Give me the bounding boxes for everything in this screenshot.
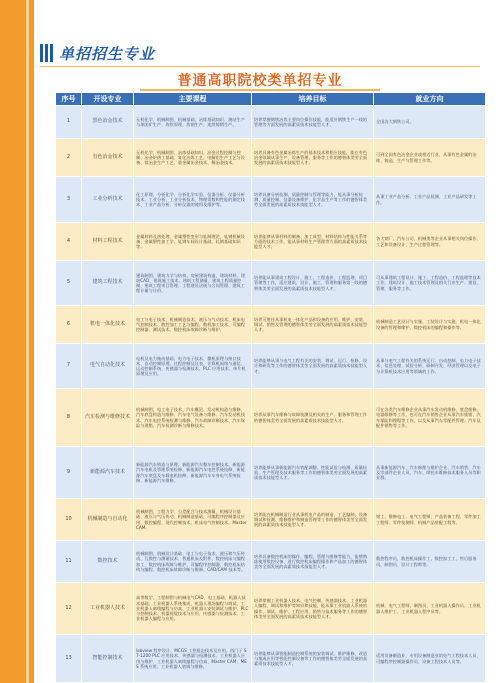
row-number: 2 [56, 139, 82, 177]
goal-cell: 培养能够从事智能制造控制系统的安装调试、维护维修，改造与集成应用等智能控制设备等工作的德智体美劳全面发展的高素质技术技能型人才。 [252, 635, 374, 683]
table-row [56, 106, 486, 139]
table-row [56, 635, 486, 683]
career-cell: 机械、电气工程师、制图员、工业机器人操作员、工业机器人维护工、工业机器人程序员等。 [374, 583, 486, 635]
header-divider [40, 66, 480, 67]
table-row [56, 499, 486, 541]
goal-cell: 培养能够从事材料的制备、加工成型、材料结构与性能关系等方面的技术工作，能从事材料生产管理等方面的高素质技术技能型人才。 [252, 223, 374, 261]
section-title: 单招招生专业 [59, 44, 156, 63]
courses-cell: 电机及电力拖动基础、电力电子技术、微机原理与接口技术、自动控制原理、过程控制及仪表、计算机网络与通信、运动控制系统、传感器与检测技术、PLC 应用技术、单片机原理及应用。 [134, 344, 252, 389]
major-name: 有色冶金技术 [82, 139, 134, 177]
goal-cell: 培养具备数控机床的操作、编程、管理与维修等能力，能够熟练使用数控设备、进行数控机床编程操作和产品加工的德智体美劳全面发展的高素质技术技能型人才。 [252, 541, 374, 583]
row-number: 6 [56, 306, 82, 344]
courses-cell: 金属材料及热处理、金属塑性变形与轧制理论、轧钢机械设备、金属塑性加工学、轧钢车间设计基础、轧钢基础知识等。 [134, 223, 252, 261]
table-row [56, 389, 486, 447]
col-header-major: 开设专业 [82, 93, 134, 106]
career-cell: 可从事建筑工程设计、施工、工程造价、工程监理等技术工作，建筑设计、施工技术管理及相关行业生产、建设、管理、服务等工作。 [374, 261, 486, 306]
table-row [56, 583, 486, 635]
col-header-courses: 主要课程 [134, 93, 252, 106]
goal-cell: 培养能够从事新能源汽车装配调整、性能试验与检测、质量检验、生产管理及技术服务等工作的德智体美劳全面发展的高素质技术技能型人才。 [252, 447, 374, 499]
row-number: 9 [56, 447, 82, 499]
major-name: 电气自动化技术 [82, 344, 134, 389]
career-cell: 钳工、维修电工、电气工程师，产品装备工程、零件加工工程师、零件检测师、机械产品装配工程等。 [374, 499, 486, 541]
row-number: 1 [56, 106, 82, 139]
courses-cell: 机械制图、机械设计基础、电工与电子技术、液压和气压传动、互换性与测量技术、普通机床及附件、数控机床与编程加工、数控机床故障与维护、可编程序控制器、数控机床结构与编程、数控机床故障诊断与维修、CAD/CAM 技术等。 [134, 541, 252, 583]
courses-cell: labview 程序设计、MCGS 工控组态技术及应用、西门子 S7-1200 PLC 应用技术、传感器与检测技术、工业机器人应用与维护、工业机器人离线编程与仿真、Master CAM、MES 系统应用、工业机器人装调与维修。 [134, 635, 252, 683]
major-name: 材料工程技术 [82, 223, 134, 261]
row-number: 13 [56, 635, 82, 683]
courses-cell: 化工原理、分析化学、分析化学实验、仪器分析、仪器分析技术、工业分析、工业分析技术、物理常数和性能的测定技术、工业产品分析、分析仪器的使用及维护等。 [134, 177, 252, 223]
row-number: 5 [56, 261, 82, 306]
table-row [56, 223, 486, 261]
major-name: 黑色冶金技术 [82, 106, 134, 139]
row-number: 4 [56, 223, 82, 261]
col-header-career: 就业方向 [374, 93, 486, 106]
courses-cell: 建筑制图、建筑力学与结构、房屋建筑构造、建筑材料、建筑CAD、建筑施工技术、建筑工程测量、建筑工程质量控制、建筑工程项目管理、工程建设法规与合同管理、建筑工程计量与计价。 [134, 261, 252, 306]
career-cell: 从事与电气工程有关的系统运行、自动控制、电力电子技术、信息处理、试验分析、研制开发、经济管理以及电子与计算机技术应用等领域的工作。 [374, 344, 486, 389]
table-row [56, 344, 486, 389]
goal-cell: 培养能够从事与电气工程有关的安装、调试、运行、检修、设计和研发等工作的德智体美劳全面发展的高素质技术技能型人才。 [252, 344, 374, 389]
goal-cell: 培养从事汽车维修与故障检测及相关的生产、服务和管理工作的德智体美劳全面发展的高素质技术技能型人才。 [252, 389, 374, 447]
major-name: 智能控制技术 [82, 635, 134, 683]
career-cell: 从事工业产品分析、工业产品检测、工业产品研发等工作。 [374, 177, 486, 223]
career-cell: 适用设备制造业、专用设备制造业的电气工程技术人员、可编程序控制器操作员、设备工程技术人员等。 [374, 635, 486, 683]
major-name: 建筑工程技术 [82, 261, 134, 306]
courses-cell: 无机化学、机械制图、机械基础、冶炼基础知识、烧结生产与球团矿生产、炼铁原理、炼钢生产、连续铸钢生产。 [134, 106, 252, 139]
table-row [56, 306, 486, 344]
major-name: 新能源汽车技术 [82, 447, 134, 499]
row-number: 7 [56, 344, 82, 389]
goal-cell: 培养掌握工业机器人技术、电气控制、传感器技术、工业机器人编程、调试和维护等知识和技能，能从事工业机器人系统的操作、调试、维护、工程应用、销售与技术服务等工作的德智体美劳全面发展的高素质技术技能型人才。 [252, 583, 374, 635]
major-name: 数控技术 [82, 541, 134, 583]
major-name: 工业分析技术 [82, 177, 134, 223]
row-number: 12 [56, 583, 82, 635]
section-header [40, 42, 155, 64]
table-row [56, 541, 486, 583]
courses-cell: 机械制图、工程力学、公差配合与技术测量、机械设计基础、液压与气压传动、机械制造基础、可编程序控制器及应用、数控编程、现代控制技术、机床电气控制技术、Master CAM。 [134, 499, 252, 541]
table-row [56, 447, 486, 499]
career-cell: 可到全国有色冶金企业或相近行业，从事有色金属的冶炼、铸造、生产与管理工作等。 [374, 139, 486, 177]
goal-cell: 培养能在机械制造行业从事机电产品的制造、工艺编制、设备调试和检测、维修维护和制造管理等工作的德智体美劳全面发展的高素质技术技能型人才。 [252, 499, 374, 541]
col-header-no: 序号 [56, 93, 82, 106]
table-body [56, 106, 486, 683]
table-row [56, 261, 486, 306]
title-underline [140, 89, 380, 91]
courses-cell: 无机化学、机械制图、冶炼基础知识、冶金过程控制与控制、冶金炉热工基础、复化冶炼工艺、电解铝生产工艺与设备、锁冶金生产工艺、重金属冶金技术、稀冶金技术。 [134, 139, 252, 177]
side-stripe [26, 0, 29, 683]
major-name: 机械制造与自动化 [82, 499, 134, 541]
majors-table [55, 92, 486, 683]
career-cell: 各大钢厂、汽车公司、机械类等企业从事相关岗位操作、工艺和设备设计、生产过程管理等。 [374, 223, 486, 261]
major-name: 汽车检测与维修技术 [82, 389, 134, 447]
career-cell: 可在各类汽车维修企业从事汽车发动机维修、底盘维修、电器维修等工作，也可在汽车销售企业从事汽车推销、汽车保险和理赔等工作，以及从事汽车零配件管理、汽车及配件销售等工作。 [374, 389, 486, 447]
career-cell: 数控程序员，数控机床操作工，数控加工工，售后服务员，制图员、设计工程师等。 [374, 541, 486, 583]
courses-cell: 机械制图、电工电子技术、汽车概论、发动机构造与维修、汽车底盘构造与维修、汽车电气设备与维修、汽车发动机技术、汽车电控系统检测与维修、汽车故障诊断技术、汽车保险与理赔、汽车检测诊断与维修技术。 [134, 389, 252, 447]
career-cell: 从事新能源汽车、汽车修理与维护企业、汽车销售、汽车及零部件企业人员、汽车、摩托车维修技术服务人员等职业群。 [374, 447, 486, 499]
career-cell: 全国各大钢铁公司。 [374, 106, 486, 139]
goal-cell: 培养可胜任从事机电一体化产品和设备的应用、维护、安装、调试、销售及管理的德智体美劳全面发展的高素质技术技能型人才。 [252, 306, 374, 344]
goal-cell: 培养掌握钢铁冶炼主要岗位操作技能，能适应钢铁生产一线的管理等方面发展的高素质技术技能型人才。 [252, 106, 374, 139]
table-header-row [56, 93, 486, 106]
courses-cell: 新能源汽车构造与原理、新能源汽车整车控制技术、新能源汽车电机及管理系统检修、新能源汽车电控系统检修、新能源汽车底盘及车载电机检修、新能源汽车车身电气系统检修、新能源汽车维修。 [134, 447, 252, 499]
major-name: 机电一体化技术 [82, 306, 134, 344]
major-name: 工业机器人技术 [82, 583, 134, 635]
header-ticks-icon [40, 44, 53, 62]
goal-cell: 培养具备有色金属冶炼生产的基本技术和相应技能，能在有色冶金领域从事生产、设备管理、服务等工作的德智体美劳全面发展的高素质技术技能型人才。 [252, 139, 374, 177]
career-cell: 机械制造工艺设计与实施、工装设计与实施、机电一体化设备的管理和维护、数控机床的编程和操作等。 [374, 306, 486, 344]
col-header-goal: 培养目标 [252, 93, 374, 106]
row-number: 8 [56, 389, 82, 447]
goal-cell: 培养能从事建筑工程设计、施工、工程造价、工程监理、项目管理等工作，适应建筑、设计、施工、管理和服务第一线的德智体美劳全面发展的高素质技术技能型人才。 [252, 261, 374, 306]
courses-cell: 电工与电子技术、机械制造技术、液压与气动技术、机床电气控制技术、数控加工工艺与编程、数机加工技术、可编程控制器、测试技术、数控机床故障诊断与维护。 [134, 306, 252, 344]
side-color-bar [0, 0, 34, 683]
goal-cell: 培养具备分析检测、质量控制与管理等能力，能从事分析检测、质量控制、仪器设备维护、化学品生产等工作的德智体美劳全面发展的高素质技术技能型人才。 [252, 177, 374, 223]
courses-cell: 高等数学、工程制图与机械电气CAD、电工基础、机器人技术基础、工业机器人系统集成、机器人现场编程与调试、工业机器人离线编程与仿真、工业机器人安装调试与维护、PLC与控制技术、机器视觉技术与应用、传感器与检测技术、工业机器人编程与应用。 [134, 583, 252, 635]
table-row [56, 139, 486, 177]
table-row [56, 177, 486, 223]
row-number: 3 [56, 177, 82, 223]
row-number: 10 [56, 499, 82, 541]
page-title: 普通高职院校类单招专业 [177, 73, 343, 89]
row-number: 11 [56, 541, 82, 583]
